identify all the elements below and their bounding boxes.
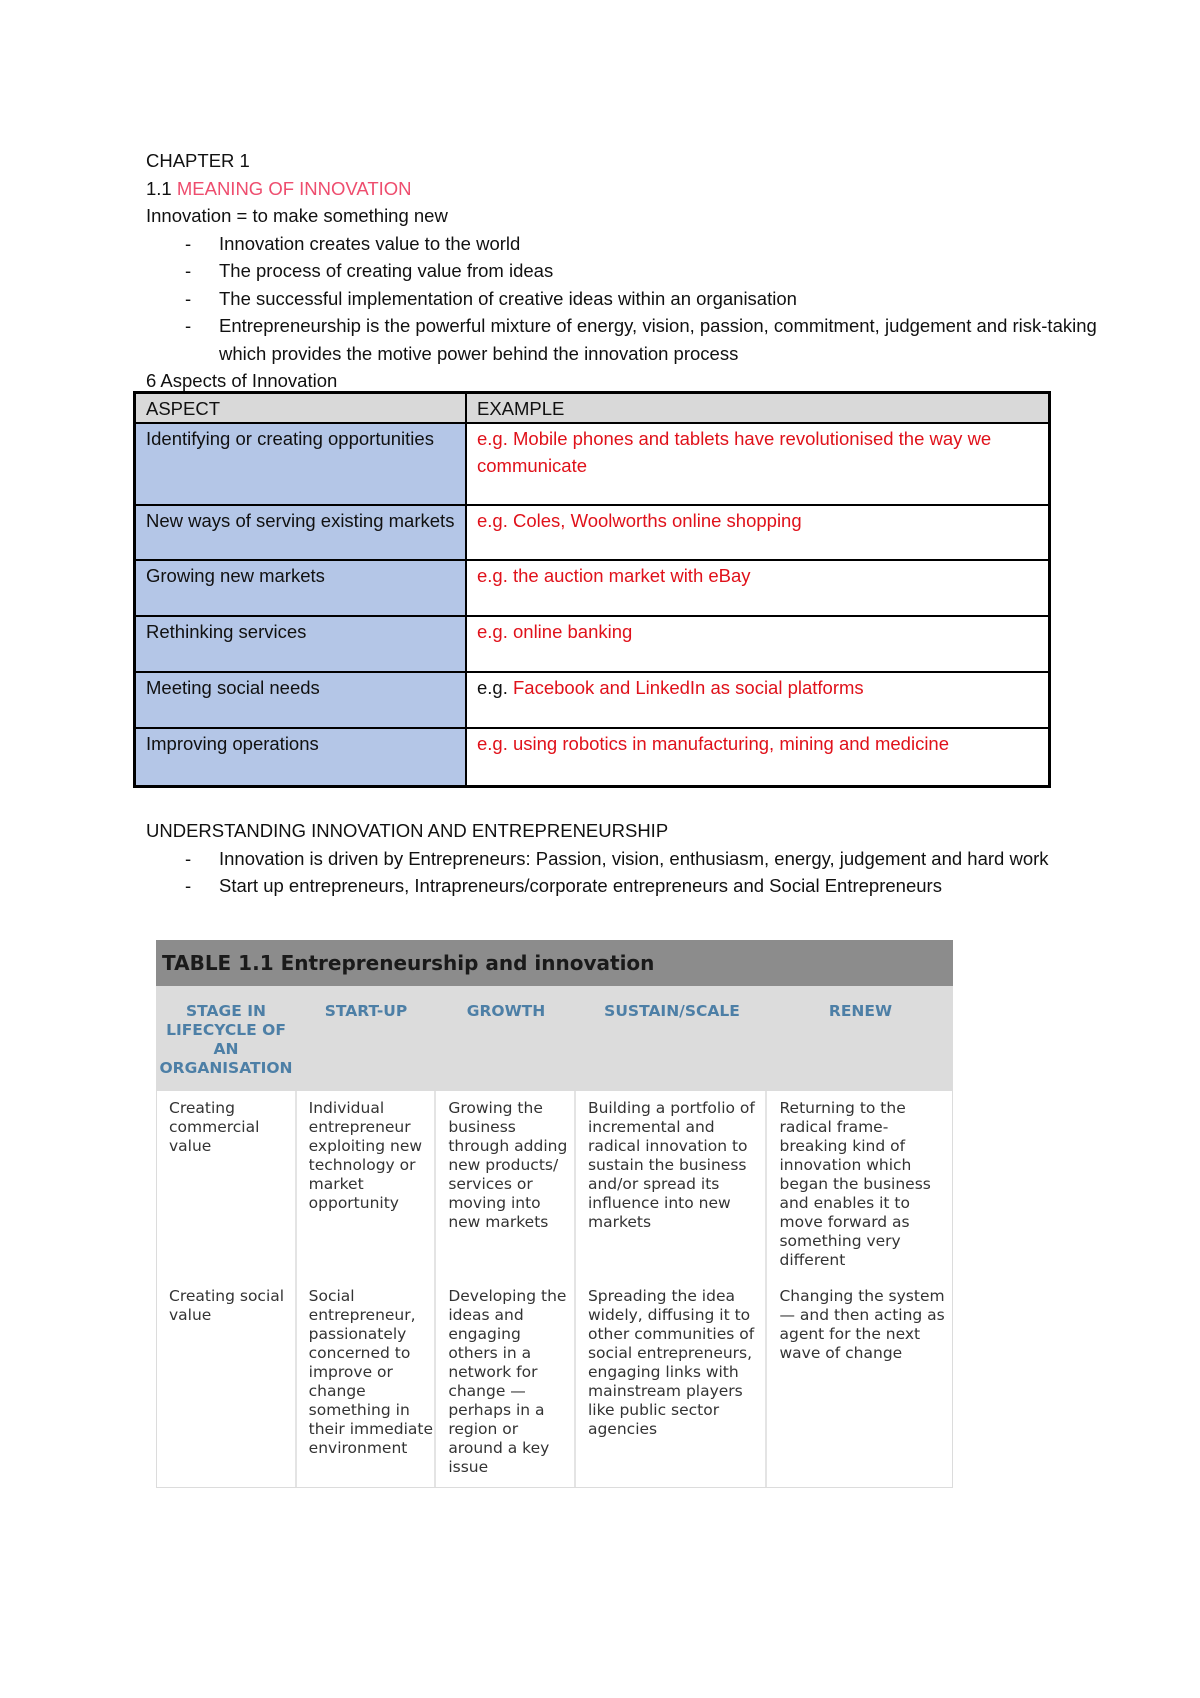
table-cell: Changing the system — and then acting as agent for the next wave of change xyxy=(779,1287,945,1362)
chapter-heading: CHAPTER 1 xyxy=(146,150,250,171)
table-cell: Individual entrepreneur exploiting new technology or market opportunity xyxy=(308,1099,423,1212)
table-row xyxy=(135,560,1050,616)
table-column xyxy=(767,1091,952,1487)
table-column xyxy=(436,1091,576,1487)
table-row xyxy=(135,728,1050,786)
meaning-section xyxy=(146,147,1124,395)
example-cell xyxy=(466,672,1050,728)
table-row xyxy=(135,616,1050,672)
understanding-section xyxy=(146,817,1124,900)
innovation-definition: Innovation = to make something new xyxy=(146,205,448,226)
table-column xyxy=(297,1091,437,1487)
table-row xyxy=(135,423,1050,505)
aspect-cell: Rethinking services xyxy=(135,616,467,672)
header-renew: RENEW xyxy=(828,1002,893,1020)
aspect-cell: Improving operations xyxy=(135,728,467,786)
understanding-title: UNDERSTANDING INNOVATION AND ENTREPRENEURSHIP xyxy=(146,820,669,841)
table-cell: Creating commercial value xyxy=(169,1099,260,1155)
table-cell: Creating social value xyxy=(169,1287,285,1324)
table-row xyxy=(135,672,1050,728)
header-growth: GROWTH xyxy=(466,1002,546,1020)
list-item: - Innovation creates value to the world xyxy=(146,230,1124,258)
aspect-cell: Growing new markets xyxy=(135,560,467,616)
example-cell: e.g. using robotics in manufacturing, mining and medicine xyxy=(466,728,1050,786)
table-header-row xyxy=(135,393,1050,424)
table-cell: Building a portfolio of incremental and radical innovation to sustain the business and/or spread its influence into new markets xyxy=(587,1099,755,1231)
understanding-points-list xyxy=(146,845,1124,900)
table-row xyxy=(135,505,1050,560)
aspect-cell: Identifying or creating opportunities xyxy=(135,423,467,505)
table-column xyxy=(157,1091,297,1487)
aspect-cell: New ways of serving existing markets xyxy=(135,505,467,560)
section-number: 1.1 xyxy=(146,177,172,199)
example-cell: e.g. Coles, Woolworths online shopping xyxy=(466,505,1050,560)
table-cell: Growing the business through adding new products/ services or moving into new markets xyxy=(448,1099,568,1231)
list-item: - Innovation is driven by Entrepreneurs: Passion, vision, enthusiasm, energy, judgement and hard work xyxy=(146,845,1124,873)
table-cell: Returning to the radical frame-breaking kind of innovation which began the business and enables it to move forward as something very different xyxy=(779,1099,931,1269)
table-column xyxy=(576,1091,768,1487)
header-aspect: ASPECT xyxy=(135,393,467,424)
header-example: EXAMPLE xyxy=(466,393,1050,424)
header-sustain-scale: SUSTAIN/SCALE xyxy=(604,1002,740,1020)
example-text: Facebook and LinkedIn as social platforms xyxy=(513,677,864,698)
table-cell: Social entrepreneur, passionately concerned to improve or change something in their immediate environment xyxy=(308,1287,433,1457)
list-item: - Entrepreneurship is the powerful mixture of energy, vision, passion, commitment, judgement and risk-taking which provides the motive power behind the innovation process xyxy=(146,312,1124,367)
table-title: TABLE 1.1 Entrepreneurship and innovation xyxy=(156,940,953,986)
section-heading xyxy=(146,175,1124,203)
list-item: - The process of creating value from ideas xyxy=(146,257,1124,285)
aspects-title: 6 Aspects of Innovation xyxy=(146,370,338,391)
table-header-row xyxy=(156,986,953,1091)
header-start-up: START-UP xyxy=(324,1002,408,1020)
entrepreneurship-innovation-table xyxy=(156,940,953,1488)
table-body xyxy=(156,1091,953,1488)
aspects-table xyxy=(133,391,1051,788)
list-item: - The successful implementation of creative ideas within an organisation xyxy=(146,285,1124,313)
example-cell: e.g. the auction market with eBay xyxy=(466,560,1050,616)
header-stage: STAGE IN LIFECYCLE OF AN ORGANISATION xyxy=(159,1002,293,1077)
table-cell: Spreading the idea widely, diffusing it to other communities of social entrepreneurs, engaging links with mainstream players like public sector agencies xyxy=(587,1287,755,1438)
section-title: MEANING OF INNOVATION xyxy=(176,177,412,199)
table-cell: Developing the ideas and engaging others in a network for change — perhaps in a region or around a key issue xyxy=(448,1287,567,1476)
meaning-points-list xyxy=(146,230,1124,368)
aspect-cell: Meeting social needs xyxy=(135,672,467,728)
example-cell: e.g. Mobile phones and tablets have revolutionised the way we communicate xyxy=(466,423,1050,505)
list-item: - Start up entrepreneurs, Intrapreneurs/corporate entrepreneurs and Social Entrepreneurs xyxy=(146,872,1124,900)
example-cell: e.g. online banking xyxy=(466,616,1050,672)
example-prefix: e.g. xyxy=(477,677,513,698)
